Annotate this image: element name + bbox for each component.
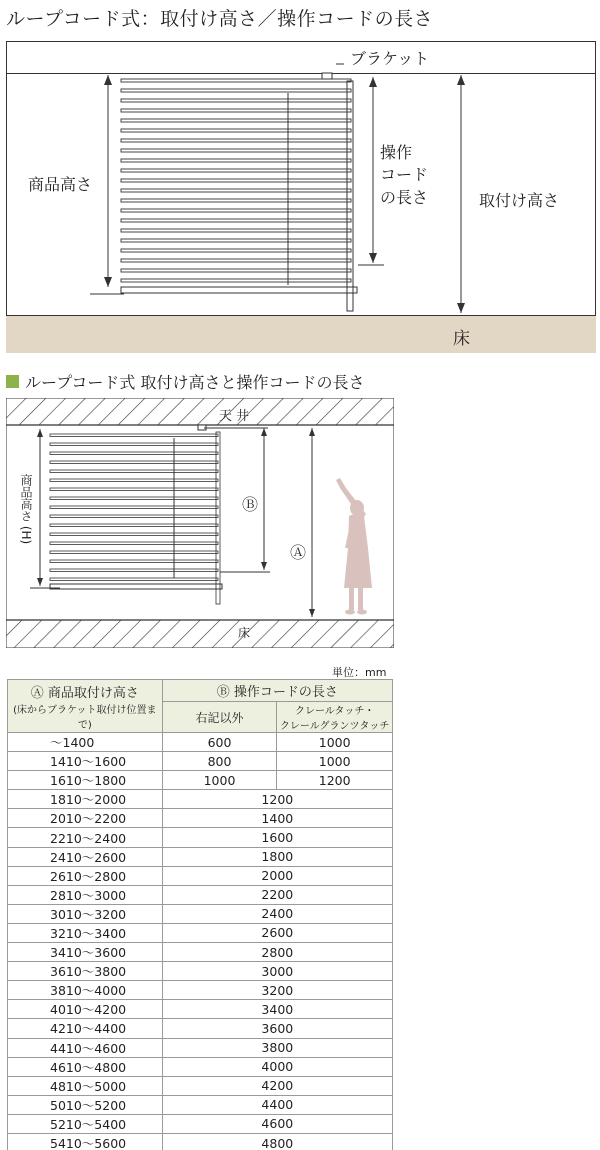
length-cell: 1400 xyxy=(162,809,392,828)
slat xyxy=(121,279,351,282)
length-cell: 2800 xyxy=(162,943,392,962)
length-cell: 4200 xyxy=(162,1076,392,1095)
table-row xyxy=(8,1019,393,1038)
header-mount-height-sub: (床からブラケット取付け位置まで) xyxy=(13,704,157,731)
slat xyxy=(50,542,218,545)
room-drawing xyxy=(6,398,394,648)
slat xyxy=(50,515,218,518)
table-row xyxy=(8,923,393,942)
table-row xyxy=(8,733,393,752)
slat xyxy=(121,269,351,272)
slat xyxy=(121,209,351,212)
table-row xyxy=(8,1000,393,1019)
length-cell: 1200 xyxy=(162,790,392,809)
table-row xyxy=(8,1095,393,1114)
marker-a: Ⓐ xyxy=(290,543,307,562)
section-bullet-icon xyxy=(6,375,19,388)
ceiling-hatch xyxy=(6,398,394,425)
slat xyxy=(121,159,351,162)
range-cell: 4810～5000 xyxy=(8,1076,163,1095)
range-cell: 2610～2800 xyxy=(8,866,163,885)
product-height-label: 商品高さ xyxy=(28,175,93,194)
range-cell: 5410～5600 xyxy=(8,1133,163,1150)
slat xyxy=(50,560,218,563)
bracket-label: ブラケット xyxy=(350,49,430,68)
cord-length-table xyxy=(7,679,393,1150)
header-mount-height xyxy=(8,680,163,733)
table-row xyxy=(8,809,393,828)
range-cell: 5010～5200 xyxy=(8,1095,163,1114)
blind-side-strip xyxy=(347,81,353,311)
table-row xyxy=(8,943,393,962)
standard-length-cell: 600 xyxy=(162,733,277,752)
slat xyxy=(121,139,351,142)
slat xyxy=(121,249,351,252)
cord-length-label-1: 操作 xyxy=(380,143,413,162)
header-touch-line1: クレールタッチ・ xyxy=(294,706,375,717)
marker-b: Ⓑ xyxy=(242,495,259,514)
slat xyxy=(121,239,351,242)
slat xyxy=(121,179,351,182)
table-row xyxy=(8,752,393,771)
floor-label-2: 床 xyxy=(238,626,251,640)
unit-label: 単位：mm xyxy=(332,666,387,679)
range-cell: 3810～4000 xyxy=(8,981,163,1000)
slat xyxy=(121,229,351,232)
floor-hatch xyxy=(6,620,394,648)
range-cell: ～1400 xyxy=(8,733,163,752)
slat xyxy=(50,461,218,464)
touch-length-cell: 1000 xyxy=(277,733,393,752)
table-row xyxy=(8,847,393,866)
bottom-rail xyxy=(50,584,222,589)
table-row xyxy=(8,771,393,790)
length-cell: 2200 xyxy=(162,885,392,904)
table-row xyxy=(8,1038,393,1057)
slat xyxy=(121,119,351,122)
header-standard: 右記以外 xyxy=(162,702,277,733)
length-cell: 2400 xyxy=(162,904,392,923)
length-cell: 3000 xyxy=(162,962,392,981)
table-row xyxy=(8,1133,393,1150)
length-cell: 3200 xyxy=(162,981,392,1000)
table-row xyxy=(8,790,393,809)
length-cell: 1600 xyxy=(162,828,392,847)
slat xyxy=(121,79,351,82)
slat xyxy=(121,219,351,222)
blind-slats xyxy=(121,79,357,293)
section-title xyxy=(6,370,365,393)
table-row xyxy=(8,885,393,904)
slat xyxy=(121,89,351,92)
cord-length-label-2: コード xyxy=(380,165,429,184)
range-cell: 4010～4200 xyxy=(8,1000,163,1019)
slat xyxy=(121,129,351,132)
range-cell: 4610～4800 xyxy=(8,1057,163,1076)
slat xyxy=(121,169,351,172)
length-cell: 2000 xyxy=(162,866,392,885)
header-touch-line2: クレールグランツタッチ xyxy=(279,721,390,732)
length-cell: 2600 xyxy=(162,923,392,942)
range-cell: 4410～4600 xyxy=(8,1038,163,1057)
range-cell: 3210～3400 xyxy=(8,923,163,942)
range-cell: 2810～3000 xyxy=(8,885,163,904)
bottom-rail xyxy=(121,287,357,293)
range-cell: 1610～1800 xyxy=(8,771,163,790)
range-cell: 5210～5400 xyxy=(8,1114,163,1133)
touch-length-cell: 1000 xyxy=(277,752,393,771)
header-touch xyxy=(277,702,393,733)
slat xyxy=(50,533,218,536)
slat xyxy=(50,452,218,455)
range-cell: 1810～2000 xyxy=(8,790,163,809)
cord-length-label-3: の長さ xyxy=(380,188,429,207)
standard-length-cell: 1000 xyxy=(162,771,277,790)
range-cell: 2010～2200 xyxy=(8,809,163,828)
range-cell: 2210～2400 xyxy=(8,828,163,847)
section-title-text: ループコード式 取付け高さと操作コードの長さ xyxy=(25,373,365,392)
slat xyxy=(50,524,218,527)
slat xyxy=(50,497,218,500)
touch-length-cell: 1200 xyxy=(277,771,393,790)
slat xyxy=(50,569,218,572)
length-cell: 4400 xyxy=(162,1095,392,1114)
slat xyxy=(50,470,218,473)
length-cell: 3600 xyxy=(162,1019,392,1038)
table-row xyxy=(8,981,393,1000)
table-row xyxy=(8,962,393,981)
slat xyxy=(121,199,351,202)
table-row xyxy=(8,904,393,923)
length-cell: 3400 xyxy=(162,1000,392,1019)
slat xyxy=(121,259,351,262)
length-cell: 4800 xyxy=(162,1133,392,1150)
slat xyxy=(121,189,351,192)
slat xyxy=(121,109,351,112)
table-row xyxy=(8,1076,393,1095)
floor-label: 床 xyxy=(453,329,470,349)
range-cell: 2410～2600 xyxy=(8,847,163,866)
standard-length-cell: 800 xyxy=(162,752,277,771)
table-row xyxy=(8,1057,393,1076)
slat xyxy=(121,149,351,152)
range-cell: 3010～3200 xyxy=(8,904,163,923)
ceiling-label: 天 井 xyxy=(219,409,250,424)
slat xyxy=(50,479,218,482)
header-mount-height-title: Ⓐ 商品取付け高さ xyxy=(30,685,139,701)
table-row xyxy=(8,866,393,885)
mount-height-label: 取付け高さ xyxy=(479,191,560,210)
mount-height-diagram-2 xyxy=(6,398,394,648)
table-row xyxy=(8,828,393,847)
range-cell: 3410～3600 xyxy=(8,943,163,962)
length-cell: 4000 xyxy=(162,1057,392,1076)
table-row xyxy=(8,1114,393,1133)
slat xyxy=(50,578,218,581)
slat xyxy=(121,99,351,102)
product-height-h-label: 商品高さ (H) xyxy=(19,474,33,545)
length-cell: 3800 xyxy=(162,1038,392,1057)
slat xyxy=(50,506,218,509)
range-cell: 4210～4400 xyxy=(8,1019,163,1038)
slat xyxy=(50,443,218,446)
header-cord-length: Ⓑ 操作コードの長さ xyxy=(162,680,392,702)
length-cell: 1800 xyxy=(162,847,392,866)
range-cell: 3610～3800 xyxy=(8,962,163,981)
page-title: ループコード式：取付け高さ／操作コードの長さ xyxy=(6,8,434,30)
slat xyxy=(50,434,218,437)
range-cell: 1410～1600 xyxy=(8,752,163,771)
bracket-icon xyxy=(322,73,332,79)
slat xyxy=(50,488,218,491)
length-cell: 4600 xyxy=(162,1114,392,1133)
slat xyxy=(50,551,218,554)
